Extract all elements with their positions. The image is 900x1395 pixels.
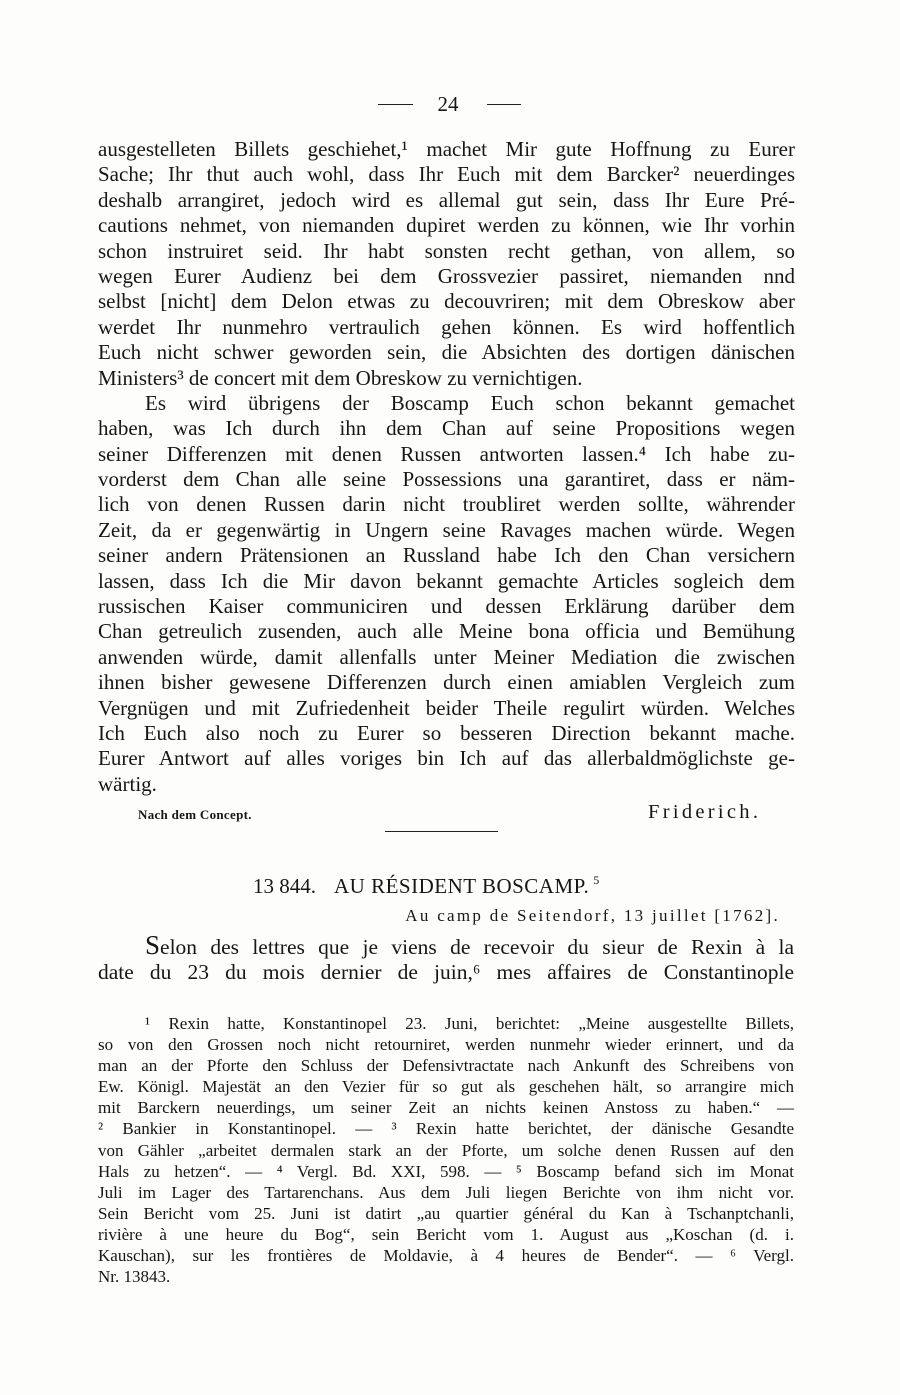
paragraph-line: Chan getreulich zusenden, auch alle Meine bona officia und Bemühung [98, 619, 795, 644]
paragraph-line: anwenden würde, damit allenfalls unter Meiner Mediation die zwischen [98, 644, 795, 669]
footnotes [98, 1013, 794, 1287]
letter-number: 13 844. [253, 874, 316, 898]
footnote-line: so von den Grossen noch nicht retourniret, werden nunmehr wieder erinnert, und da [98, 1035, 794, 1055]
paragraph-line: vorderst dem Chan alle seine Possessions una garantiret, dass er näm- [98, 467, 795, 492]
paragraph-line: russischen Kaiser communiciren und dessen Erklärung darüber dem [98, 594, 795, 619]
paragraph-line: schon instruiret seid. Ihr habt sonsten recht gethan, von allem, so [98, 238, 795, 263]
paragraph-line: selbst [nicht] dem Delon etwas zu decouvriren; mit dem Obreskow aber [98, 289, 795, 314]
paragraph-line: seiner andern Prätensionen an Russland habe Ich den Chan versichern [98, 543, 795, 568]
paragraph-line: haben, was Ich durch ihn dem Chan auf seine Propositions wegen [98, 416, 795, 441]
footnote-line: rivière à une heure du Bog“, sein Bericht vom 1. August aus „Koschan (d. i. [98, 1224, 794, 1244]
letter-title: AU RÉSIDENT BOSCAMP. [334, 874, 590, 898]
paragraph-line: wegen Eurer Audienz bei dem Grossvezier passiret, niemanden nnd [98, 263, 795, 288]
paragraph-line: Selon des lettres que je viens de recevoir du sieur de Rexin à la [145, 930, 794, 960]
paragraph-line: cautions nehmet, von niemanden dupiret werden zu können, wie Ihr vorhin [98, 213, 795, 238]
paragraph-line: werdet Ihr nunmehro vertraulich gehen können. Es wird hoffentlich [98, 314, 795, 339]
signature: Friderich. [648, 801, 762, 823]
paragraph-line: deshalb arrangiret, jedoch wird es allemal gut sein, dass Ihr Eure Pré- [98, 187, 795, 212]
paragraph-line: Euch nicht schwer geworden sein, die Absichten des dortigen dänischen [98, 340, 795, 365]
paragraph-line: seiner Differenzen mit denen Russen antworten lassen.⁴ Ich habe zu- [98, 441, 795, 466]
footnote-line: ² Bankier in Konstantinopel. — ³ Rexin hatte berichtet, der dänische Gesandte [98, 1119, 794, 1139]
paragraph-line: Ministers³ de concert mit dem Obreskow zu vernichtigen. [98, 365, 583, 390]
title-footnote-marker: 5 [593, 873, 600, 887]
footnote-line: ¹ Rexin hatte, Konstantinopel 23. Juni, berichtet: „Meine ausgestellte Billets, [145, 1014, 794, 1033]
paragraph-line: Ich Euch also noch zu Eurer so besseren Direction bekannt mache. [98, 720, 795, 745]
paragraph-line: lassen, dass Ich die Mir davon bekannt gemachte Articles sogleich dem [98, 568, 795, 593]
page-number-rule-left [378, 104, 413, 105]
paragraph-line: Vergnügen und mit Zufriedenheit beider Theile regulirt würden. Welches [98, 695, 795, 720]
letter-text [98, 932, 794, 986]
footnote-line: Hals zu hetzen“. — ⁴ Vergl. Bd. XXI, 598. — ⁵ Boscamp befand sich im Monat [98, 1161, 794, 1181]
paragraph-line: Sache; Ihr thut auch wohl, dass Ihr Euch mit dem Barcker² neuerdinges [98, 162, 795, 187]
footnote-line: von Gähler „arbeitet dermalen stark an der Pforte, um solche denen Russen auf den [98, 1140, 794, 1160]
paragraph-line: lich von denen Russen darin nicht troubliret werden sollte, währender [98, 492, 795, 517]
paragraph-line: wärtig. [98, 771, 157, 796]
footnote-line: man an der Pforte den Schluss der Defensivtractate nach Ankunft des Schreibens von [98, 1056, 794, 1076]
footnote-line: Sein Bericht vom 25. Juni ist datirt „au quartier général du Kan à Tschanptchanli, [98, 1203, 794, 1223]
paragraph-line: ihnen bisher gewesene Differenzen durch einen amiablen Vergleich zum [98, 670, 795, 695]
footnote-line: Ew. Königl. Majestät an den Vezier für so gut als geschehen hält, so arrangire mich [98, 1077, 794, 1097]
paragraph-line: Zeit, da er gegenwärtig in Ungern seine Ravages machen würde. Wegen [98, 517, 795, 542]
separator-rule [385, 831, 498, 832]
footnote-line: mit Barckern neuerdings, um seiner Zeit an nichts keinen Anstoss zu haben.“ — [98, 1098, 794, 1118]
paragraph-line: date du 23 du mois dernier de juin,⁶ mes affaires de Constantinople [98, 960, 794, 984]
footnote-line: Nr. 13843. [98, 1267, 171, 1287]
previous-letter-text [98, 137, 795, 797]
paragraph-line: ausgestelleten Billets geschiehet,¹ machet Mir gute Hoffnung zu Eurer [98, 137, 795, 161]
source-note: Nach dem Concept. [138, 807, 252, 822]
page-number-rule-right [487, 104, 521, 105]
paragraph-line: Eurer Antwort auf alles voriges bin Ich auf das allerbaldmöglichste ge- [98, 746, 795, 771]
page-number: 24 [437, 92, 459, 116]
footnote-line: Juli im Lager des Tartarenchans. Aus dem Juli liegen Berichte von ihm nicht vor. [98, 1182, 794, 1202]
footnote-line: Kauschan), sur les frontières de Moldavie, à 4 heures de Bender“. — ⁶ Vergl. [98, 1246, 794, 1266]
paragraph-line: Es wird übrigens der Boscamp Euch schon bekannt gemachet [145, 390, 795, 415]
dateline: Au camp de Seitendorf, 13 juillet [1762]. [405, 906, 780, 925]
letter-heading [253, 872, 599, 903]
